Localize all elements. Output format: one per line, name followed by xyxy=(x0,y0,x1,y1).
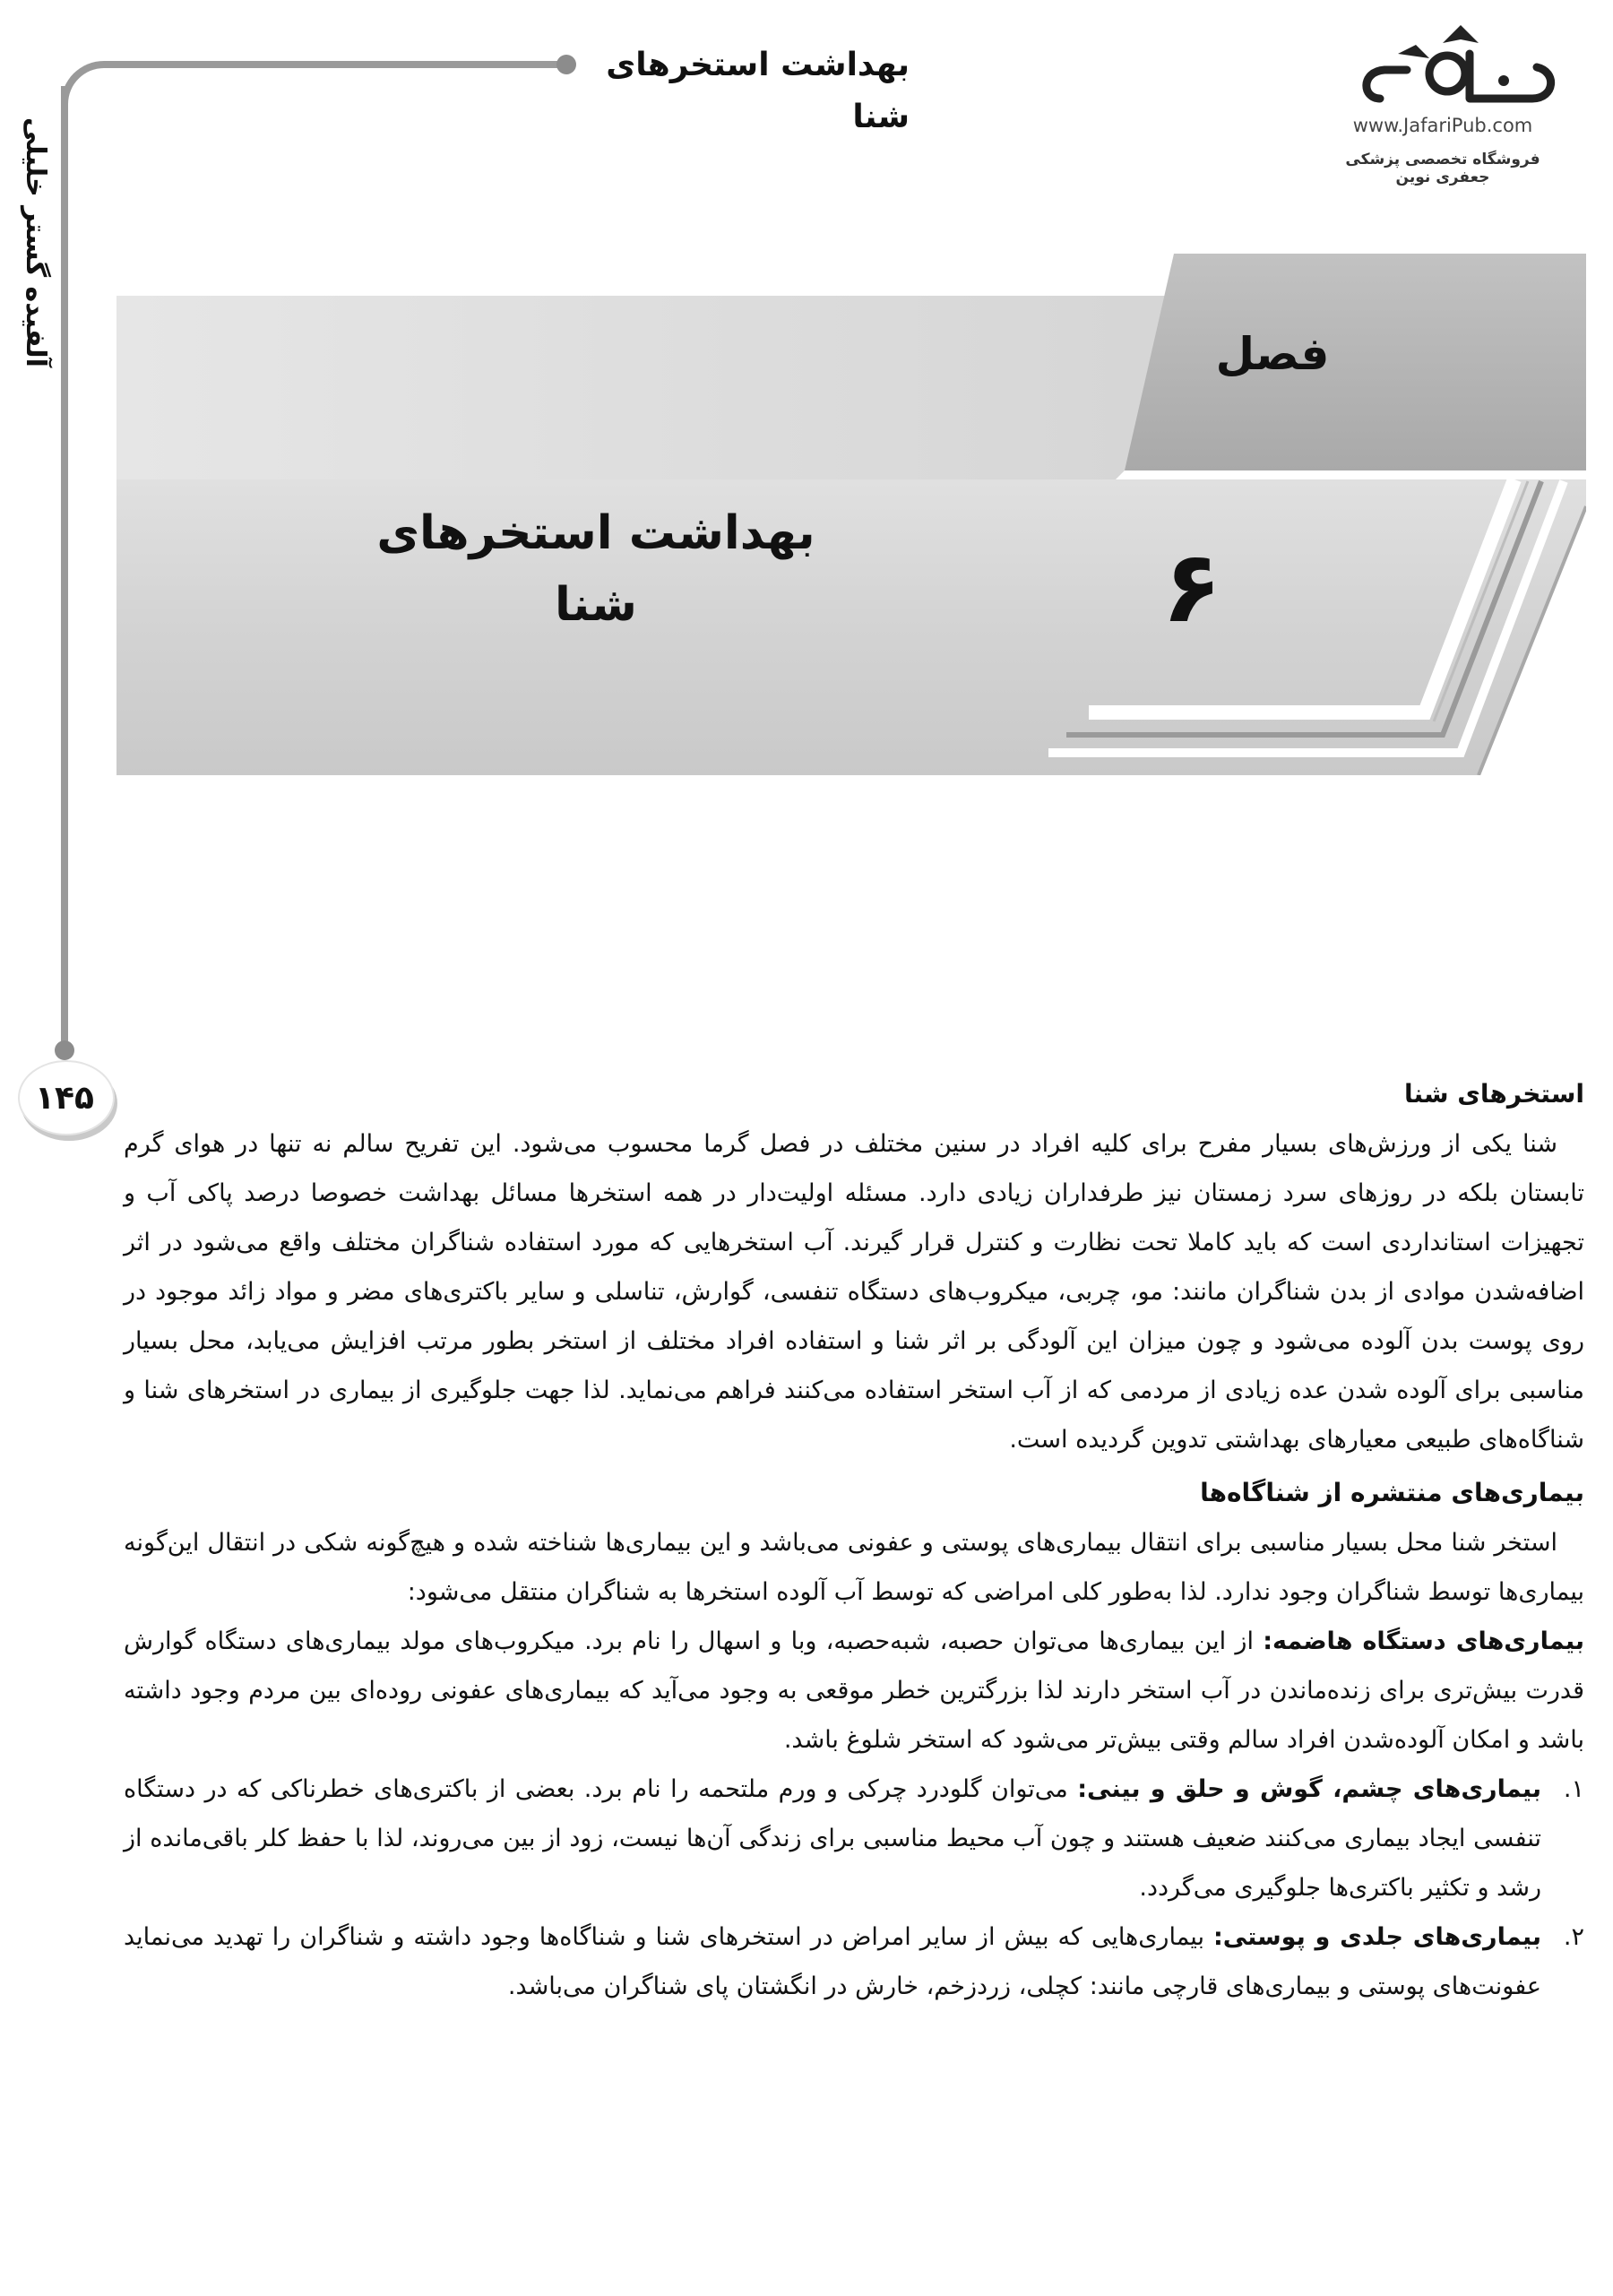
paragraph: استخر شنا محل بسیار مناسبی برای انتقال بیماری‌های پوستی و عفونی می‌باشد و این بیماری‌ها شناخته شده و هیچ‌گونه شکی در انتقال این‌گونه بیماری‌ها توسط شناگران وجود ندارد. لذا به‌طور کلی امراضی که توسط آب آلوده استخرها به شناگران منتقل می‌شود: xyxy=(124,1529,1584,1606)
paragraph xyxy=(124,1617,1584,1765)
page-number: ۱۴۵ xyxy=(35,1080,94,1117)
list-item xyxy=(124,1765,1584,1912)
list-item-text: بیماری‌هایی که بیش از سایر امراض در استخرهای شنا و شناگاه‌ها وجود داشته و شناگران را تهدید می‌نماید عفونت‌های پوستی و بیماری‌های قارچی مانند: کچلی، زردزخم، خارش در انگشتان پای شناگران می‌باشد. xyxy=(124,1923,1541,2000)
page-frame-corner xyxy=(61,61,115,115)
publisher-logo xyxy=(1344,18,1577,117)
list-item-lead: بیماری‌های جلدی و پوستی: xyxy=(1212,1923,1541,1951)
running-header-title: بهداشت استخرهای شنا xyxy=(606,47,910,135)
body-text xyxy=(124,1069,1584,2288)
chapter-title: بهداشت استخرهای شنا xyxy=(376,506,815,632)
page-frame-horizontal-rule xyxy=(113,61,565,68)
publisher-url[interactable]: www.JafariPub.com xyxy=(1352,115,1533,136)
list-item-body xyxy=(124,1765,1541,1912)
paragraph: شنا یکی از ورزش‌های بسیار مفرح برای کلیه افراد در سنین مختلف در فصل گرما محسوب می‌شود. این تفریح سالم نه تنها در هوای گرم تابستان بلکه در روزهای سرد زمستان نیز طرفداران زیادی دارد. مسئله اولیت‌دار در همه استخرها مسائل بهداشت خصوصا درصد پاکی آب و تجهیزات استانداردی است که باید کاملا تحت نظارت و کنترل قرار گیرند. آب استخرهایی که مورد استفاده شناگران مختلف واقع می‌شود در اثر اضافه‌شدن موادی از بدن شناگران مانند: مو، چربی، میکروب‌های دستگاه تنفسی، گوارش، تناسلی و سایر باکتری‌های مضر و مواد زائد موجود در روی پوست بدن آلوده می‌شود و چون میزان این آلودگی بر اثر شنا و استفاده افراد مختلف از استخر بطور مرتب افزایش می‌یابد، محل بسیار مناسبی برای آلوده شدن عده زیادی از مردمی که از آب استخر استفاده می‌کنند فراهم می‌نماید. لذا جهت جلوگیری از بیماری در استخرهای شنا و شناگاه‌های طبیعی معیارهای بهداشتی تدوین گردیده است. xyxy=(124,1130,1584,1454)
list-item-body xyxy=(124,1912,1541,2011)
rule-end-dot xyxy=(55,1040,74,1060)
section-heading: استخرهای شنا xyxy=(1404,1079,1584,1109)
paragraph-text: از این بیماری‌ها می‌توان حصبه، شبه‌حصبه، وبا و اسهال را نام برد. میکروب‌های مولد بیماری‌های دستگاه گوارش قدرت بیش‌تری برای زنده‌ماندن در آب استخر دارند لذا بزرگترین خطر موقعی به وجود می‌آید که بیماری‌های عفونی روده‌ای بین مردم وجود داشته باشد و امکان آلوده‌شدن افراد سالم وقتی بیش‌تر می‌شود که استخر شلوغ باشد. xyxy=(124,1627,1584,1754)
paragraph-lead: بیماری‌های دستگاه هاضمه: xyxy=(1263,1627,1584,1655)
publisher-caption: فروشگاه تخصصی پزشکی جعفری نوین xyxy=(1345,151,1540,186)
list-item-lead: بیماری‌های چشم، گوش و حلق و بینی: xyxy=(1077,1775,1542,1803)
list-item xyxy=(124,1912,1584,2011)
section-heading: بیماری‌های منتشره از شناگاه‌ها xyxy=(1200,1478,1584,1507)
list-item-number: ۱. xyxy=(1563,1775,1584,1803)
chapter-number: ۶ xyxy=(1161,530,1222,644)
list-item-text: می‌توان گلودرد چرکی و ورم ملتحمه را نام برد. بعضی از باکتری‌های خطرناکی که در دستگاه تنفسی ایجاد بیماری می‌کنند ضعیف هستند و چون آب محیط مناسبی برای زندگی آن‌ها نیست، زود از بین می‌روند، لذا با حفظ کلر باقی‌مانده از رشد و تکثیر باکتری‌ها جلوگیری می‌گردد. xyxy=(124,1775,1541,1902)
rule-end-dot xyxy=(556,55,576,74)
list-item-number: ۲. xyxy=(1563,1923,1584,1951)
chapter-label: فصل xyxy=(1215,328,1330,380)
side-running-title: آلفیده گستر خلیلی xyxy=(20,117,51,367)
